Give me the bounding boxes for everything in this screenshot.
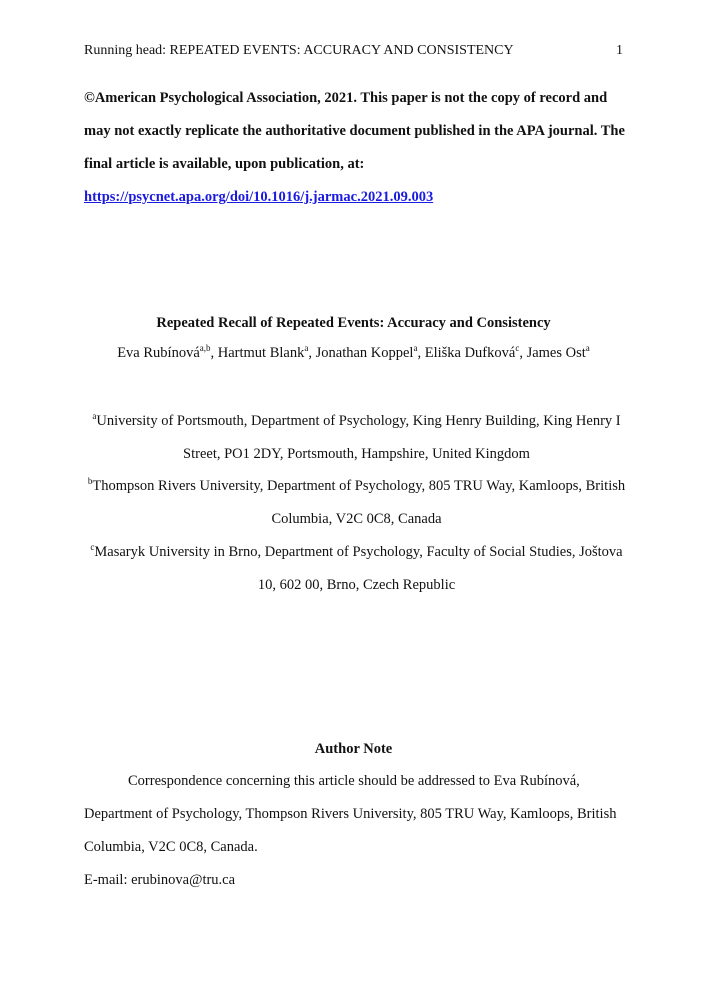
author-affil-marker: a	[585, 343, 590, 353]
copyright-text: ©American Psychological Association, 2021. This paper is not the copy of record and may not exactly replicate the authoritative document published in the APA journal. The final article is available, upon publication, at:	[84, 90, 625, 172]
author-name: Hartmut Blank	[217, 345, 305, 361]
author-affil-marker: c	[515, 343, 520, 353]
author-name: James Ost	[526, 345, 586, 361]
author-list	[0, 344, 707, 362]
author-note-heading: Author Note	[314, 741, 393, 757]
copyright-notice	[84, 82, 629, 214]
author-email[interactable]: E-mail: erubinova@tru.ca	[84, 872, 236, 888]
affiliation-b	[84, 470, 629, 536]
author-separator: ,	[210, 345, 218, 361]
running-head-text: Running head: REPEATED EVENTS: ACCURACY AND CONSISTENCY	[84, 43, 514, 58]
affiliation-text: Masaryk University in Brno, Department of Psychology, Faculty of Social Studies, Joštova 10, 602 00, Brno, Czech Republic	[94, 544, 623, 593]
author-name: Eva Rubínová	[117, 345, 200, 361]
affiliation-marker: c	[90, 542, 95, 552]
author-separator: ,	[308, 345, 316, 361]
author-affil-marker: a	[304, 343, 309, 353]
author-separator: ,	[519, 345, 527, 361]
affiliation-marker: b	[87, 476, 93, 486]
running-head	[84, 42, 623, 60]
affiliation-c	[84, 536, 629, 602]
author-note-correspondence	[84, 765, 629, 864]
author-affil-marker: a,b	[199, 343, 211, 353]
affiliation-text: University of Portsmouth, Department of Psychology, King Henry Building, King Henry I Street, PO1 2DY, Portsmouth, Hampshire, United Kingdom	[96, 413, 621, 462]
affiliation-a	[84, 405, 629, 471]
doi-link[interactable]: https://psycnet.apa.org/doi/10.1016/j.jarmac.2021.09.003	[84, 189, 434, 205]
author-separator: ,	[417, 345, 425, 361]
author-name: Eliška Dufková	[424, 345, 516, 361]
page-number: 1	[616, 43, 623, 58]
author-affil-marker: a	[413, 343, 418, 353]
author-name: Jonathan Koppel	[315, 345, 414, 361]
affiliation-marker: a	[92, 411, 97, 421]
correspondence-text: Correspondence concerning this article should be addressed to Eva Rubínová, Department of Psychology, Thompson Rivers University, 805 TRU Way, Kamloops, British Columbia, V2C 0C8, Canada.	[84, 773, 617, 855]
paper-title: Repeated Recall of Repeated Events: Accuracy and Consistency	[156, 315, 551, 331]
affiliation-text: Thompson Rivers University, Department of Psychology, 805 TRU Way, Kamloops, British Columbia, V2C 0C8, Canada	[92, 478, 626, 527]
